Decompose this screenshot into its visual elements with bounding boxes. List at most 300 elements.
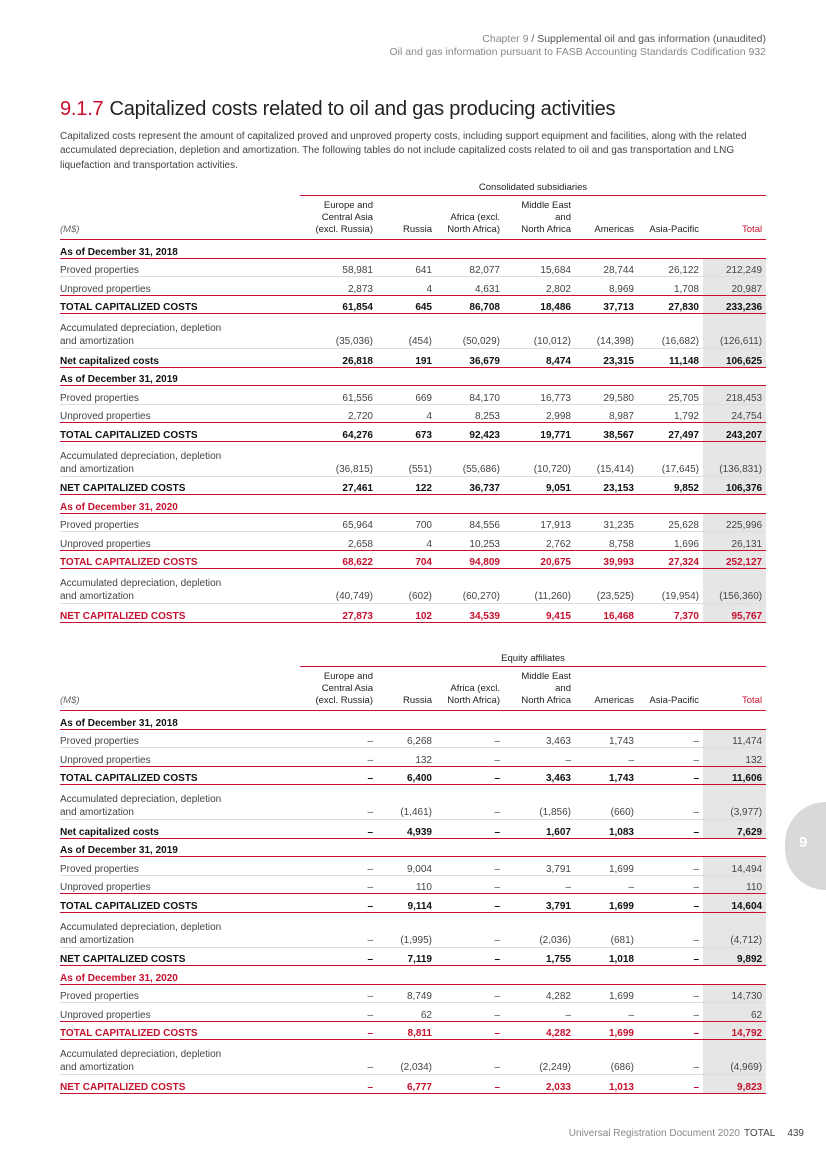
- value-cell: 61,854: [300, 295, 377, 314]
- value-cell: 26,818: [300, 349, 377, 368]
- table-row: [60, 349, 766, 368]
- value-cell: (2,249): [504, 1040, 575, 1075]
- value-cell: (2,034): [377, 1040, 436, 1075]
- value-cell: 1,018: [575, 947, 638, 966]
- value-cell: 10,253: [436, 532, 504, 551]
- table-row: [60, 912, 766, 947]
- data-table: [60, 176, 766, 623]
- value-cell: 31,235: [575, 513, 638, 532]
- value-cell: 92,423: [436, 423, 504, 442]
- total-cell: 24,754: [703, 404, 766, 423]
- value-cell: –: [436, 1040, 504, 1075]
- value-cell: (2,036): [504, 912, 575, 947]
- value-cell: (17,645): [638, 441, 703, 476]
- value-cell: 6,268: [377, 729, 436, 748]
- value-cell: (50,029): [436, 314, 504, 349]
- column-header: [638, 667, 703, 711]
- value-cell: 4,939: [377, 820, 436, 839]
- value-cell: 2,873: [300, 277, 377, 296]
- row-label: As of December 31, 2018: [60, 711, 300, 730]
- table-row: [60, 404, 766, 423]
- column-header: [504, 667, 575, 711]
- chapter-label: Chapter 9: [482, 33, 529, 45]
- section-title: Capitalized costs related to oil and gas producing activities: [109, 98, 616, 120]
- value-cell: 704: [377, 550, 436, 569]
- value-cell: 64,276: [300, 423, 377, 442]
- row-label: Proved properties: [60, 729, 300, 748]
- value-cell: 18,486: [504, 295, 575, 314]
- column-header: [436, 667, 504, 711]
- value-cell: 36,679: [436, 349, 504, 368]
- value-cell: (14,398): [575, 314, 638, 349]
- value-cell: –: [638, 947, 703, 966]
- table-row: [60, 875, 766, 894]
- table-row: [60, 569, 766, 604]
- total-cell: 132: [703, 748, 766, 767]
- value-cell: [638, 966, 703, 985]
- value-cell: 3,463: [504, 766, 575, 785]
- value-cell: [575, 838, 638, 857]
- total-cell: 14,730: [703, 984, 766, 1003]
- value-cell: –: [436, 984, 504, 1003]
- value-cell: 1,743: [575, 729, 638, 748]
- section-heading: [60, 98, 615, 121]
- value-cell: 58,981: [300, 258, 377, 277]
- column-header-label: Russia: [402, 695, 432, 706]
- column-header-label: Total: [742, 695, 763, 706]
- value-cell: 7,370: [638, 604, 703, 623]
- value-cell: [575, 711, 638, 730]
- total-cell: 225,996: [703, 513, 766, 532]
- row-label: TOTAL CAPITALIZED COSTS: [60, 423, 300, 442]
- value-cell: –: [638, 894, 703, 913]
- value-cell: 4: [377, 532, 436, 551]
- column-header-label: Europe and Central Asia (excl. Russia): [315, 671, 373, 706]
- table-row: [60, 258, 766, 277]
- value-cell: 86,708: [436, 295, 504, 314]
- table-row: [60, 295, 766, 314]
- total-cell: 62: [703, 1003, 766, 1022]
- total-cell: 14,604: [703, 894, 766, 913]
- value-cell: –: [638, 729, 703, 748]
- value-cell: (686): [575, 1040, 638, 1075]
- column-header: [703, 196, 766, 240]
- row-label: Proved properties: [60, 258, 300, 277]
- column-header-label: Asia-Pacific: [649, 224, 699, 235]
- chapter-title: Supplemental oil and gas information (unaudited): [537, 33, 766, 45]
- value-cell: [575, 240, 638, 259]
- value-cell: 700: [377, 513, 436, 532]
- value-cell: 36,737: [436, 476, 504, 495]
- value-cell: 669: [377, 386, 436, 405]
- table-row: [60, 785, 766, 820]
- value-cell: 3,791: [504, 894, 575, 913]
- column-header-label: Africa (excl. North Africa): [447, 683, 500, 706]
- column-header: [377, 667, 436, 711]
- value-cell: 25,705: [638, 386, 703, 405]
- value-cell: [575, 495, 638, 514]
- value-cell: 27,324: [638, 550, 703, 569]
- total-cell: 252,127: [703, 550, 766, 569]
- row-label: TOTAL CAPITALIZED COSTS: [60, 1021, 300, 1040]
- value-cell: 2,033: [504, 1075, 575, 1094]
- column-header: [575, 667, 638, 711]
- value-cell: (602): [377, 569, 436, 604]
- value-cell: (10,012): [504, 314, 575, 349]
- value-cell: –: [638, 984, 703, 1003]
- value-cell: –: [504, 1003, 575, 1022]
- section-row: [60, 240, 766, 259]
- section-number: 9.1.7: [60, 98, 104, 120]
- value-cell: –: [300, 820, 377, 839]
- total-cell: 9,823: [703, 1075, 766, 1094]
- column-header: [377, 196, 436, 240]
- value-cell: –: [300, 766, 377, 785]
- table-row: [60, 947, 766, 966]
- value-cell: –: [638, 1003, 703, 1022]
- intro-paragraph: Capitalized costs represent the amount of capitalized proved and unproved property costs, including support equipment and facilities, along with the related accumulated depreciation, depletion and amortization. The following tables do not include capitalized costs related to oil and gas transportation and LNG liquefaction and transportation activities.: [60, 131, 747, 171]
- value-cell: 19,771: [504, 423, 575, 442]
- value-cell: [638, 367, 703, 386]
- value-cell: –: [436, 1021, 504, 1040]
- total-cell: (126,611): [703, 314, 766, 349]
- value-cell: [436, 495, 504, 514]
- total-cell: 9,892: [703, 947, 766, 966]
- total-cell: 106,625: [703, 349, 766, 368]
- value-cell: 4: [377, 277, 436, 296]
- value-cell: 7,119: [377, 947, 436, 966]
- value-cell: 132: [377, 748, 436, 767]
- chapter-side-tab[interactable]: [785, 802, 826, 890]
- column-header: [504, 196, 575, 240]
- value-cell: –: [638, 820, 703, 839]
- value-cell: –: [638, 875, 703, 894]
- value-cell: 25,628: [638, 513, 703, 532]
- value-cell: [638, 711, 703, 730]
- value-cell: 1,755: [504, 947, 575, 966]
- value-cell: –: [436, 857, 504, 876]
- value-cell: 16,773: [504, 386, 575, 405]
- value-cell: –: [300, 1003, 377, 1022]
- value-cell: 1,607: [504, 820, 575, 839]
- total-cell: 14,792: [703, 1021, 766, 1040]
- row-label: As of December 31, 2018: [60, 240, 300, 259]
- value-cell: [436, 367, 504, 386]
- row-label: Unproved properties: [60, 532, 300, 551]
- total-cell: (4,712): [703, 912, 766, 947]
- value-cell: 65,964: [300, 513, 377, 532]
- table-row: [60, 729, 766, 748]
- value-cell: –: [575, 875, 638, 894]
- section-row: [60, 838, 766, 857]
- consolidated-subsidiaries-table: [60, 176, 766, 623]
- total-cell: (136,831): [703, 441, 766, 476]
- row-label: NET CAPITALIZED COSTS: [60, 1075, 300, 1094]
- value-cell: (11,260): [504, 569, 575, 604]
- value-cell: 9,114: [377, 894, 436, 913]
- value-cell: –: [575, 748, 638, 767]
- value-cell: (1,856): [504, 785, 575, 820]
- value-cell: [300, 966, 377, 985]
- row-label: Net capitalized costs: [60, 820, 300, 839]
- value-cell: (60,270): [436, 569, 504, 604]
- value-cell: 4: [377, 404, 436, 423]
- value-cell: (660): [575, 785, 638, 820]
- value-cell: [575, 367, 638, 386]
- column-header-label: Total: [742, 224, 763, 235]
- column-header-label: Middle East and North Africa: [521, 200, 571, 235]
- row-label: Unproved properties: [60, 748, 300, 767]
- value-cell: –: [638, 912, 703, 947]
- column-header-label: Americas: [594, 695, 634, 706]
- row-label: TOTAL CAPITALIZED COSTS: [60, 894, 300, 913]
- value-cell: 102: [377, 604, 436, 623]
- value-cell: –: [300, 748, 377, 767]
- value-cell: 15,684: [504, 258, 575, 277]
- value-cell: –: [436, 947, 504, 966]
- row-label: NET CAPITALIZED COSTS: [60, 604, 300, 623]
- row-label: TOTAL CAPITALIZED COSTS: [60, 295, 300, 314]
- value-cell: 8,969: [575, 277, 638, 296]
- total-cell: [703, 495, 766, 514]
- table-row: [60, 1075, 766, 1094]
- value-cell: –: [436, 912, 504, 947]
- value-cell: –: [300, 1040, 377, 1075]
- value-cell: –: [504, 875, 575, 894]
- value-cell: [300, 495, 377, 514]
- row-label: Proved properties: [60, 513, 300, 532]
- column-header-label: Africa (excl. North Africa): [447, 212, 500, 235]
- value-cell: 17,913: [504, 513, 575, 532]
- value-cell: (23,525): [575, 569, 638, 604]
- column-header-label: Asia-Pacific: [649, 695, 699, 706]
- value-cell: 1,699: [575, 857, 638, 876]
- value-cell: 84,170: [436, 386, 504, 405]
- value-cell: [436, 838, 504, 857]
- value-cell: [436, 966, 504, 985]
- value-cell: [436, 711, 504, 730]
- value-cell: –: [504, 748, 575, 767]
- value-cell: –: [300, 857, 377, 876]
- value-cell: 8,811: [377, 1021, 436, 1040]
- table-row: [60, 386, 766, 405]
- table-row: [60, 604, 766, 623]
- value-cell: (55,686): [436, 441, 504, 476]
- value-cell: 1,083: [575, 820, 638, 839]
- value-cell: –: [638, 1075, 703, 1094]
- value-cell: (19,954): [638, 569, 703, 604]
- chapter-tab-number: 9: [799, 834, 808, 851]
- value-cell: [436, 240, 504, 259]
- value-cell: 6,777: [377, 1075, 436, 1094]
- value-cell: 110: [377, 875, 436, 894]
- value-cell: –: [300, 894, 377, 913]
- value-cell: [300, 711, 377, 730]
- column-header: [300, 667, 377, 711]
- table-group-title: Consolidated subsidiaries: [300, 176, 766, 196]
- value-cell: [638, 240, 703, 259]
- row-label: As of December 31, 2019: [60, 838, 300, 857]
- value-cell: 2,802: [504, 277, 575, 296]
- value-cell: 37,713: [575, 295, 638, 314]
- table-row: [60, 441, 766, 476]
- value-cell: [504, 966, 575, 985]
- value-cell: –: [300, 1021, 377, 1040]
- value-cell: [377, 240, 436, 259]
- column-header: [703, 667, 766, 711]
- total-cell: 106,376: [703, 476, 766, 495]
- value-cell: 3,463: [504, 729, 575, 748]
- unit-label: (M$): [60, 196, 300, 240]
- value-cell: [300, 240, 377, 259]
- total-cell: 7,629: [703, 820, 766, 839]
- running-subtitle: Oil and gas information pursuant to FASB Accounting Standards Codification 932: [389, 46, 766, 58]
- value-cell: –: [638, 748, 703, 767]
- value-cell: 9,004: [377, 857, 436, 876]
- column-header: [436, 196, 504, 240]
- value-cell: 23,153: [575, 476, 638, 495]
- value-cell: (1,461): [377, 785, 436, 820]
- total-cell: [703, 240, 766, 259]
- total-cell: (3,977): [703, 785, 766, 820]
- value-cell: 1,699: [575, 1021, 638, 1040]
- column-header-label: Europe and Central Asia (excl. Russia): [315, 200, 373, 235]
- page-footer: [569, 1128, 804, 1139]
- value-cell: 62: [377, 1003, 436, 1022]
- row-label: Unproved properties: [60, 1003, 300, 1022]
- unit-label: (M$): [60, 667, 300, 711]
- value-cell: [504, 367, 575, 386]
- value-cell: 9,415: [504, 604, 575, 623]
- value-cell: –: [575, 1003, 638, 1022]
- value-cell: –: [300, 785, 377, 820]
- table-row: [60, 277, 766, 296]
- value-cell: –: [436, 894, 504, 913]
- table-row: [60, 423, 766, 442]
- section-row: [60, 367, 766, 386]
- value-cell: 20,675: [504, 550, 575, 569]
- value-cell: [504, 838, 575, 857]
- value-cell: 645: [377, 295, 436, 314]
- total-cell: [703, 966, 766, 985]
- section-row: [60, 711, 766, 730]
- value-cell: 28,744: [575, 258, 638, 277]
- table-row: [60, 820, 766, 839]
- table-row: [60, 766, 766, 785]
- value-cell: –: [638, 785, 703, 820]
- value-cell: 1,699: [575, 894, 638, 913]
- value-cell: (36,815): [300, 441, 377, 476]
- value-cell: 16,468: [575, 604, 638, 623]
- row-label: Accumulated depreciation, depletion and amortization: [60, 785, 300, 820]
- value-cell: [638, 838, 703, 857]
- value-cell: 27,830: [638, 295, 703, 314]
- table-row: [60, 857, 766, 876]
- row-label: NET CAPITALIZED COSTS: [60, 476, 300, 495]
- value-cell: 27,461: [300, 476, 377, 495]
- total-cell: [703, 838, 766, 857]
- total-cell: [703, 711, 766, 730]
- total-cell: 11,474: [703, 729, 766, 748]
- value-cell: (10,720): [504, 441, 575, 476]
- value-cell: [377, 367, 436, 386]
- row-label: TOTAL CAPITALIZED COSTS: [60, 766, 300, 785]
- value-cell: –: [638, 766, 703, 785]
- table-row: [60, 314, 766, 349]
- value-cell: 1,699: [575, 984, 638, 1003]
- value-cell: 27,497: [638, 423, 703, 442]
- value-cell: 8,987: [575, 404, 638, 423]
- equity-affiliates-table: [60, 647, 766, 1094]
- value-cell: 8,758: [575, 532, 638, 551]
- value-cell: 23,315: [575, 349, 638, 368]
- total-cell: 11,606: [703, 766, 766, 785]
- table-row: [60, 1021, 766, 1040]
- total-cell: 218,453: [703, 386, 766, 405]
- value-cell: –: [300, 984, 377, 1003]
- table-row: [60, 1003, 766, 1022]
- column-header: [575, 196, 638, 240]
- total-cell: (156,360): [703, 569, 766, 604]
- value-cell: 26,122: [638, 258, 703, 277]
- total-cell: 26,131: [703, 532, 766, 551]
- value-cell: 641: [377, 258, 436, 277]
- value-cell: 2,720: [300, 404, 377, 423]
- value-cell: –: [436, 766, 504, 785]
- value-cell: –: [638, 1040, 703, 1075]
- value-cell: –: [436, 875, 504, 894]
- value-cell: 4,282: [504, 984, 575, 1003]
- value-cell: 34,539: [436, 604, 504, 623]
- value-cell: 82,077: [436, 258, 504, 277]
- row-label: Proved properties: [60, 984, 300, 1003]
- value-cell: –: [436, 820, 504, 839]
- column-header-label: Americas: [594, 224, 634, 235]
- row-label: Accumulated depreciation, depletion and amortization: [60, 441, 300, 476]
- value-cell: –: [300, 729, 377, 748]
- value-cell: –: [300, 1075, 377, 1094]
- footer-brand: TOTAL: [744, 1128, 776, 1139]
- value-cell: (454): [377, 314, 436, 349]
- table-row: [60, 532, 766, 551]
- value-cell: (681): [575, 912, 638, 947]
- row-label: As of December 31, 2020: [60, 495, 300, 514]
- value-cell: 39,993: [575, 550, 638, 569]
- value-cell: 9,852: [638, 476, 703, 495]
- table-row: [60, 894, 766, 913]
- row-label: TOTAL CAPITALIZED COSTS: [60, 550, 300, 569]
- value-cell: 1,013: [575, 1075, 638, 1094]
- value-cell: 2,998: [504, 404, 575, 423]
- value-cell: (551): [377, 441, 436, 476]
- row-label: Net capitalized costs: [60, 349, 300, 368]
- value-cell: 2,658: [300, 532, 377, 551]
- value-cell: 122: [377, 476, 436, 495]
- value-cell: 8,253: [436, 404, 504, 423]
- total-cell: 233,236: [703, 295, 766, 314]
- footer-document: Universal Registration Document 2020: [568, 1128, 740, 1139]
- value-cell: 1,696: [638, 532, 703, 551]
- value-cell: (15,414): [575, 441, 638, 476]
- value-cell: 2,762: [504, 532, 575, 551]
- table-group-title: Equity affiliates: [300, 647, 766, 667]
- value-cell: 673: [377, 423, 436, 442]
- section-row: [60, 966, 766, 985]
- total-cell: (4,969): [703, 1040, 766, 1075]
- value-cell: (1,995): [377, 912, 436, 947]
- row-label: Unproved properties: [60, 875, 300, 894]
- row-label: NET CAPITALIZED COSTS: [60, 947, 300, 966]
